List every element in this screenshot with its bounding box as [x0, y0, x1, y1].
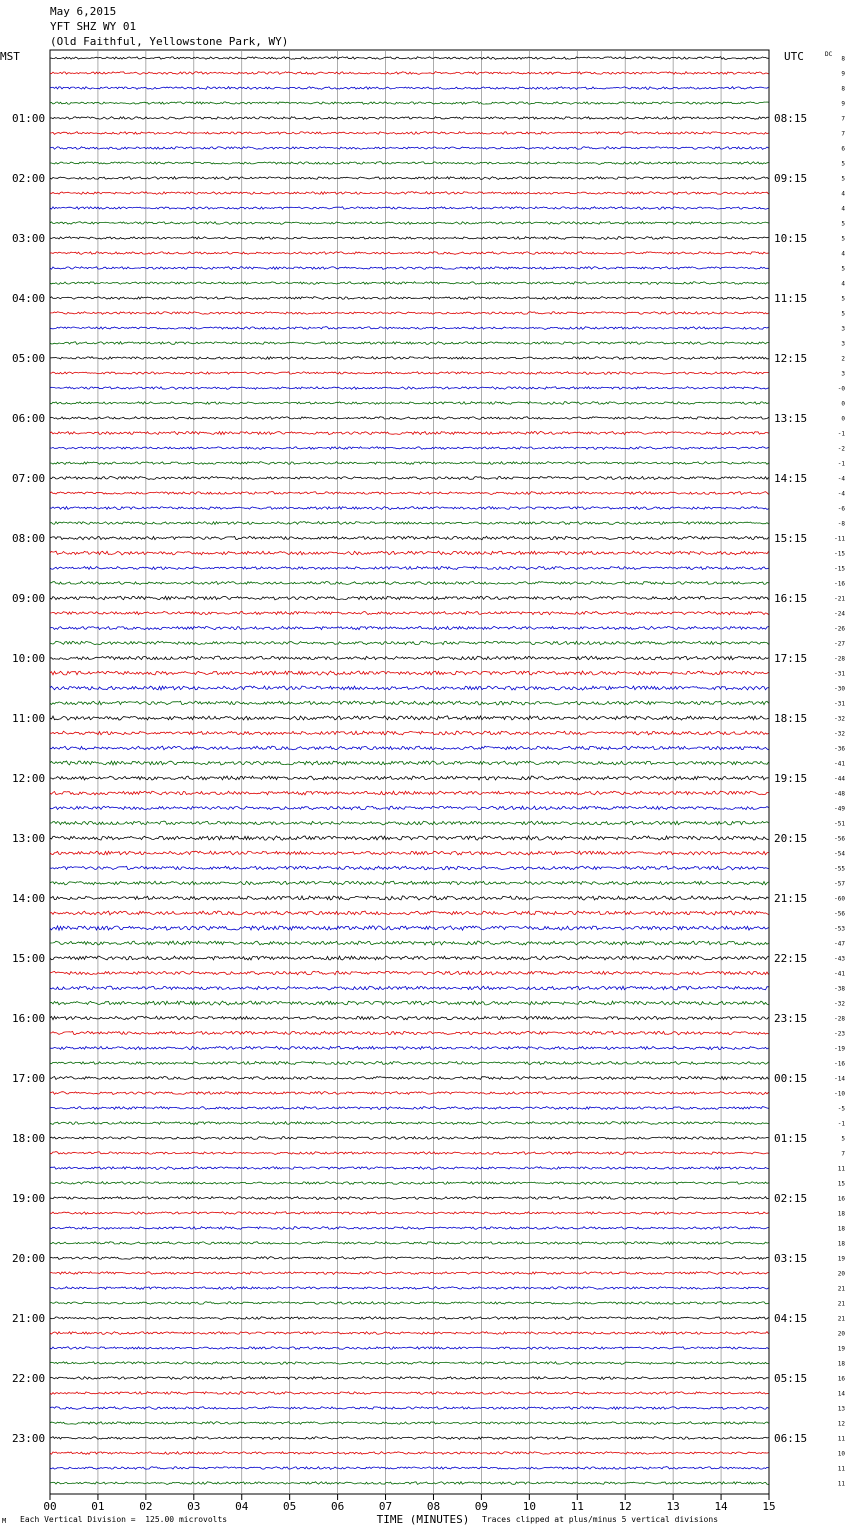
seismic-trace [50, 312, 769, 315]
seismic-trace [50, 1392, 769, 1395]
mst-hour-label: 11:00 [12, 712, 46, 725]
x-tick-label: 08 [426, 1500, 441, 1513]
seismic-trace [50, 492, 769, 495]
dc-offset-label: -24 [834, 610, 845, 618]
dc-offset-label: 14 [837, 1390, 845, 1398]
dc-offset-label: -32 [834, 730, 845, 738]
seismic-trace [50, 701, 769, 705]
seismic-trace [50, 716, 769, 720]
seismic-trace [50, 581, 769, 584]
seismic-trace [50, 507, 769, 510]
seismic-trace [50, 132, 769, 135]
mst-hour-label: 19:00 [12, 1192, 46, 1205]
dc-offset-label: -56 [834, 835, 845, 843]
x-tick-label: 05 [283, 1500, 297, 1513]
dc-offset-label: -28 [834, 655, 845, 663]
dc-offset-label: -56 [834, 910, 845, 918]
dc-offset-label: -4 [837, 475, 845, 483]
dc-offset-label: -43 [834, 955, 845, 963]
dc-offset-label: -14 [834, 1075, 845, 1083]
seismic-trace [50, 821, 769, 825]
dc-offset-label: -55 [834, 865, 845, 873]
seismic-trace [50, 207, 769, 210]
seismic-trace [50, 357, 769, 360]
dc-offset-label: 7 [841, 1150, 845, 1158]
dc-offset-label: 2 [841, 355, 845, 363]
seismic-trace [50, 1061, 769, 1064]
seismic-trace [50, 1046, 769, 1049]
dc-offset-label: 16 [837, 1195, 845, 1203]
dc-offset-label: 21 [837, 1300, 845, 1308]
utc-hour-label: 11:15 [774, 292, 808, 305]
seismic-trace [50, 1137, 769, 1140]
dc-offset-label: 21 [837, 1315, 845, 1323]
seismic-trace [50, 1362, 769, 1365]
dc-offset-label: 12 [837, 1420, 845, 1428]
utc-hour-label: 04:15 [774, 1312, 808, 1325]
dc-offset-label: 5 [841, 160, 845, 168]
station-code: YFT SHZ WY 01 [50, 20, 137, 33]
dc-offset-label: 11 [837, 1480, 845, 1488]
station-location: (Old Faithful, Yellowstone Park, WY) [50, 35, 289, 48]
seismic-trace [50, 417, 769, 420]
utc-hour-label: 18:15 [774, 712, 808, 725]
dc-offset-label: -30 [834, 685, 845, 693]
seismic-trace [50, 177, 769, 180]
dc-offset-label: 11 [837, 1465, 845, 1473]
seismic-trace [50, 1302, 769, 1305]
dc-offset-label: 0 [841, 400, 845, 408]
utc-hour-label: 17:15 [774, 652, 808, 665]
dc-offset-label: 5 [841, 265, 845, 273]
seismic-trace [50, 1092, 769, 1095]
dc-offset-label: 21 [837, 1285, 845, 1293]
dc-offset-label: -5 [837, 1105, 845, 1113]
mst-hour-label: 17:00 [12, 1072, 46, 1085]
x-tick-label: 14 [714, 1500, 728, 1513]
mst-hour-label: 03:00 [12, 232, 46, 245]
dc-column-label: DC [825, 51, 833, 58]
seismic-trace [50, 1227, 769, 1230]
dc-offset-label: -19 [834, 1045, 845, 1053]
dc-offset-label: -15 [834, 550, 845, 558]
utc-hour-label: 01:15 [774, 1132, 808, 1145]
seismic-trace [50, 327, 769, 330]
seismic-trace [50, 596, 769, 600]
x-tick-label: 12 [618, 1500, 632, 1513]
utc-hour-label: 06:15 [774, 1432, 808, 1445]
dc-offset-label: -10 [834, 1090, 845, 1098]
chart-date: May 6,2015 [50, 5, 117, 18]
dc-offset-label: 11 [837, 1435, 845, 1443]
seismic-trace [50, 267, 769, 270]
dc-offset-label: -41 [834, 760, 845, 768]
dc-offset-label: -31 [834, 700, 845, 708]
seismic-trace [50, 671, 769, 675]
seismic-trace [50, 567, 769, 570]
dc-offset-label: -0 [837, 385, 845, 393]
mst-hour-label: 13:00 [12, 832, 46, 845]
seismic-trace [50, 896, 769, 900]
dc-offset-label: -1 [837, 1120, 845, 1128]
seismic-trace [50, 1437, 769, 1440]
mst-hour-label: 02:00 [12, 172, 46, 185]
seismic-trace [50, 731, 769, 735]
dc-offset-label: -44 [834, 775, 845, 783]
dc-offset-label: -60 [834, 895, 845, 903]
seismic-trace [50, 102, 769, 105]
dc-offset-label: 3 [841, 370, 845, 378]
seismic-trace [50, 1001, 769, 1005]
seismic-trace [50, 87, 769, 90]
dc-offset-label: -54 [834, 850, 845, 858]
mst-hour-label: 16:00 [12, 1012, 46, 1025]
seismic-trace [50, 1242, 769, 1245]
dc-offset-label: 7 [841, 115, 845, 123]
utc-hour-label: 20:15 [774, 832, 808, 845]
dc-offset-label: -38 [834, 985, 845, 993]
x-tick-label: 10 [522, 1500, 536, 1513]
seismic-trace [50, 162, 769, 165]
utc-hour-label: 13:15 [774, 412, 808, 425]
x-tick-label: 09 [474, 1500, 489, 1513]
seismic-trace [50, 432, 769, 435]
dc-offset-label: 5 [841, 235, 845, 243]
dc-offset-label: 19 [837, 1255, 845, 1263]
utc-hour-label: 14:15 [774, 472, 808, 485]
dc-offset-label: 4 [841, 280, 845, 288]
seismic-trace [50, 387, 769, 390]
seismic-trace [50, 851, 769, 855]
dc-offset-label: 8 [841, 85, 845, 93]
seismic-trace [50, 686, 769, 690]
dc-offset-label: -49 [834, 805, 845, 813]
seismic-trace [50, 1212, 769, 1215]
mst-hour-label: 09:00 [12, 592, 46, 605]
utc-axis-label: UTC [784, 50, 804, 63]
seismic-trace [50, 372, 769, 375]
x-tick-label: 11 [570, 1500, 584, 1513]
dc-offset-label: -51 [834, 820, 845, 828]
mst-hour-label: 15:00 [12, 952, 46, 965]
x-tick-label: 00 [43, 1500, 57, 1513]
seismic-trace [50, 911, 769, 915]
seismic-trace [50, 791, 769, 795]
seismic-trace [50, 462, 769, 465]
mst-hour-label: 04:00 [12, 292, 46, 305]
dc-offset-label: 4 [841, 205, 845, 213]
seismic-trace [50, 192, 769, 195]
dc-offset-label: -23 [834, 1030, 845, 1038]
x-tick-label: 02 [139, 1500, 153, 1513]
utc-hour-label: 00:15 [774, 1072, 808, 1085]
seismic-trace [50, 881, 769, 885]
utc-hour-label: 05:15 [774, 1372, 808, 1385]
seismic-trace [50, 1197, 769, 1200]
dc-offset-label: -47 [834, 940, 845, 948]
x-axis-title: TIME (MINUTES) [376, 1513, 470, 1526]
seismic-trace [50, 522, 769, 525]
dc-offset-label: -48 [834, 790, 845, 798]
x-tick-label: 13 [666, 1500, 680, 1513]
dc-offset-label: 3 [841, 325, 845, 333]
dc-offset-label: -41 [834, 970, 845, 978]
dc-offset-label: 19 [837, 1345, 845, 1353]
seismic-trace [50, 836, 769, 840]
seismic-trace [50, 342, 769, 345]
dc-offset-label: -16 [834, 1060, 845, 1068]
seismic-trace [50, 57, 769, 60]
seismic-trace [50, 551, 769, 555]
dc-offset-label: 18 [837, 1225, 845, 1233]
seismic-trace [50, 237, 769, 240]
seismic-trace [50, 1257, 769, 1260]
mst-hour-label: 05:00 [12, 352, 46, 365]
clip-note: Traces clipped at plus/minus 5 vertical divisions [482, 1515, 719, 1524]
seismic-trace [50, 1377, 769, 1380]
seismic-trace [50, 117, 769, 120]
dc-offset-label: -26 [834, 625, 845, 633]
seismic-trace [50, 746, 769, 750]
seismic-trace [50, 1317, 769, 1320]
seismic-trace [50, 1076, 769, 1079]
seismic-trace [50, 626, 769, 629]
seismic-trace [50, 1016, 769, 1020]
dc-offset-label: 0 [841, 415, 845, 423]
mst-hour-label: 10:00 [12, 652, 46, 665]
mst-hour-label: 08:00 [12, 532, 46, 545]
dc-offset-label: 16 [837, 1375, 845, 1383]
dc-offset-label: 20 [837, 1270, 845, 1278]
seismic-trace [50, 956, 769, 960]
seismic-trace [50, 1467, 769, 1470]
dc-offset-label: -2 [837, 445, 845, 453]
seismic-trace [50, 776, 769, 780]
seismic-trace [50, 1122, 769, 1125]
seismic-trace [50, 1452, 769, 1455]
dc-offset-label: -31 [834, 670, 845, 678]
dc-offset-label: 5 [841, 1135, 845, 1143]
seismic-trace [50, 72, 769, 75]
dc-offset-label: -27 [834, 640, 845, 648]
dc-offset-label: -1 [837, 430, 845, 438]
dc-offset-label: 18 [837, 1240, 845, 1248]
corner-mark: M [2, 1517, 7, 1525]
utc-hour-label: 23:15 [774, 1012, 808, 1025]
seismic-trace [50, 641, 769, 644]
x-tick-label: 04 [235, 1500, 249, 1513]
seismic-trace [50, 536, 769, 539]
seismic-trace [50, 1422, 769, 1425]
dc-offset-label: -32 [834, 1000, 845, 1008]
seismic-trace [50, 971, 769, 975]
dc-offset-label: 7 [841, 130, 845, 138]
seismic-trace [50, 1347, 769, 1350]
mst-hour-label: 14:00 [12, 892, 46, 905]
x-tick-label: 15 [762, 1500, 776, 1513]
dc-offset-label: -11 [834, 535, 845, 543]
mst-hour-label: 18:00 [12, 1132, 46, 1145]
seismic-trace [50, 477, 769, 480]
dc-offset-label: 18 [837, 1210, 845, 1218]
utc-hour-label: 08:15 [774, 112, 808, 125]
seismic-trace [50, 252, 769, 255]
seismic-trace [50, 1182, 769, 1185]
dc-offset-label: 9 [841, 70, 845, 78]
dc-offset-label: 5 [841, 295, 845, 303]
dc-offset-label: 18 [837, 1360, 845, 1368]
dc-offset-label: 4 [841, 190, 845, 198]
x-tick-label: 03 [187, 1500, 201, 1513]
seismic-trace [50, 611, 769, 614]
mst-hour-label: 20:00 [12, 1252, 46, 1265]
dc-offset-label: -6 [837, 505, 845, 513]
seismic-trace [50, 941, 769, 945]
seismic-trace [50, 1482, 769, 1485]
seismic-trace [50, 1152, 769, 1155]
seismic-trace [50, 1287, 769, 1290]
dc-offset-label: -15 [834, 565, 845, 573]
mst-axis-label: MST [0, 50, 20, 63]
mst-hour-label: 01:00 [12, 112, 46, 125]
seismic-trace [50, 1031, 769, 1035]
mst-hour-label: 06:00 [12, 412, 46, 425]
utc-hour-label: 09:15 [774, 172, 808, 185]
seismic-trace [50, 147, 769, 150]
dc-offset-label: -16 [834, 580, 845, 588]
mst-hour-label: 07:00 [12, 472, 46, 485]
seismic-trace [50, 986, 769, 990]
utc-hour-label: 16:15 [774, 592, 808, 605]
mst-hour-label: 22:00 [12, 1372, 46, 1385]
dc-offset-label: 4 [841, 250, 845, 258]
utc-hour-label: 03:15 [774, 1252, 808, 1265]
dc-offset-label: -53 [834, 925, 845, 933]
plot-frame [50, 50, 769, 1494]
dc-offset-label: 15 [837, 1180, 845, 1188]
dc-offset-label: -4 [837, 490, 845, 498]
x-tick-label: 06 [330, 1500, 345, 1513]
dc-offset-label: 13 [837, 1405, 845, 1413]
dc-offset-label: 8 [841, 55, 845, 63]
seismic-trace [50, 1272, 769, 1275]
dc-offset-label: 5 [841, 310, 845, 318]
dc-offset-label: -36 [834, 745, 845, 753]
x-tick-label: 07 [378, 1500, 393, 1513]
seismic-trace [50, 1107, 769, 1110]
dc-offset-label: 11 [837, 1165, 845, 1173]
utc-hour-label: 19:15 [774, 772, 808, 785]
dc-offset-label: -57 [834, 880, 845, 888]
dc-offset-label: 3 [841, 340, 845, 348]
seismic-trace [50, 1167, 769, 1170]
seismic-trace [50, 222, 769, 225]
x-tick-label: 01 [91, 1500, 105, 1513]
dc-offset-label: -1 [837, 460, 845, 468]
utc-hour-label: 02:15 [774, 1192, 808, 1205]
seismic-trace [50, 761, 769, 765]
seismic-trace [50, 402, 769, 405]
vertical-scale-note: Each Vertical Division = 125.00 microvolts [20, 1515, 228, 1524]
dc-offset-label: 5 [841, 220, 845, 228]
mst-hour-label: 23:00 [12, 1432, 46, 1445]
seismic-trace [50, 806, 769, 810]
seismic-trace [50, 297, 769, 300]
seismic-trace [50, 656, 769, 660]
seismic-trace [50, 926, 769, 930]
seismic-trace [50, 1332, 769, 1335]
seismic-trace [50, 866, 769, 870]
seismic-trace [50, 282, 769, 285]
utc-hour-label: 15:15 [774, 532, 808, 545]
seismic-trace [50, 1407, 769, 1410]
utc-hour-label: 21:15 [774, 892, 808, 905]
dc-offset-label: 6 [841, 145, 845, 153]
mst-hour-label: 21:00 [12, 1312, 46, 1325]
utc-hour-label: 22:15 [774, 952, 808, 965]
dc-offset-label: -32 [834, 715, 845, 723]
dc-offset-label: 5 [841, 175, 845, 183]
seismic-trace [50, 447, 769, 450]
dc-offset-label: -8 [837, 520, 845, 528]
utc-hour-label: 12:15 [774, 352, 808, 365]
dc-offset-label: -21 [834, 595, 845, 603]
dc-offset-label: -28 [834, 1015, 845, 1023]
dc-offset-label: 10 [837, 1450, 845, 1458]
utc-hour-label: 10:15 [774, 232, 808, 245]
mst-hour-label: 12:00 [12, 772, 46, 785]
dc-offset-label: 20 [837, 1330, 845, 1338]
dc-offset-label: 9 [841, 100, 845, 108]
